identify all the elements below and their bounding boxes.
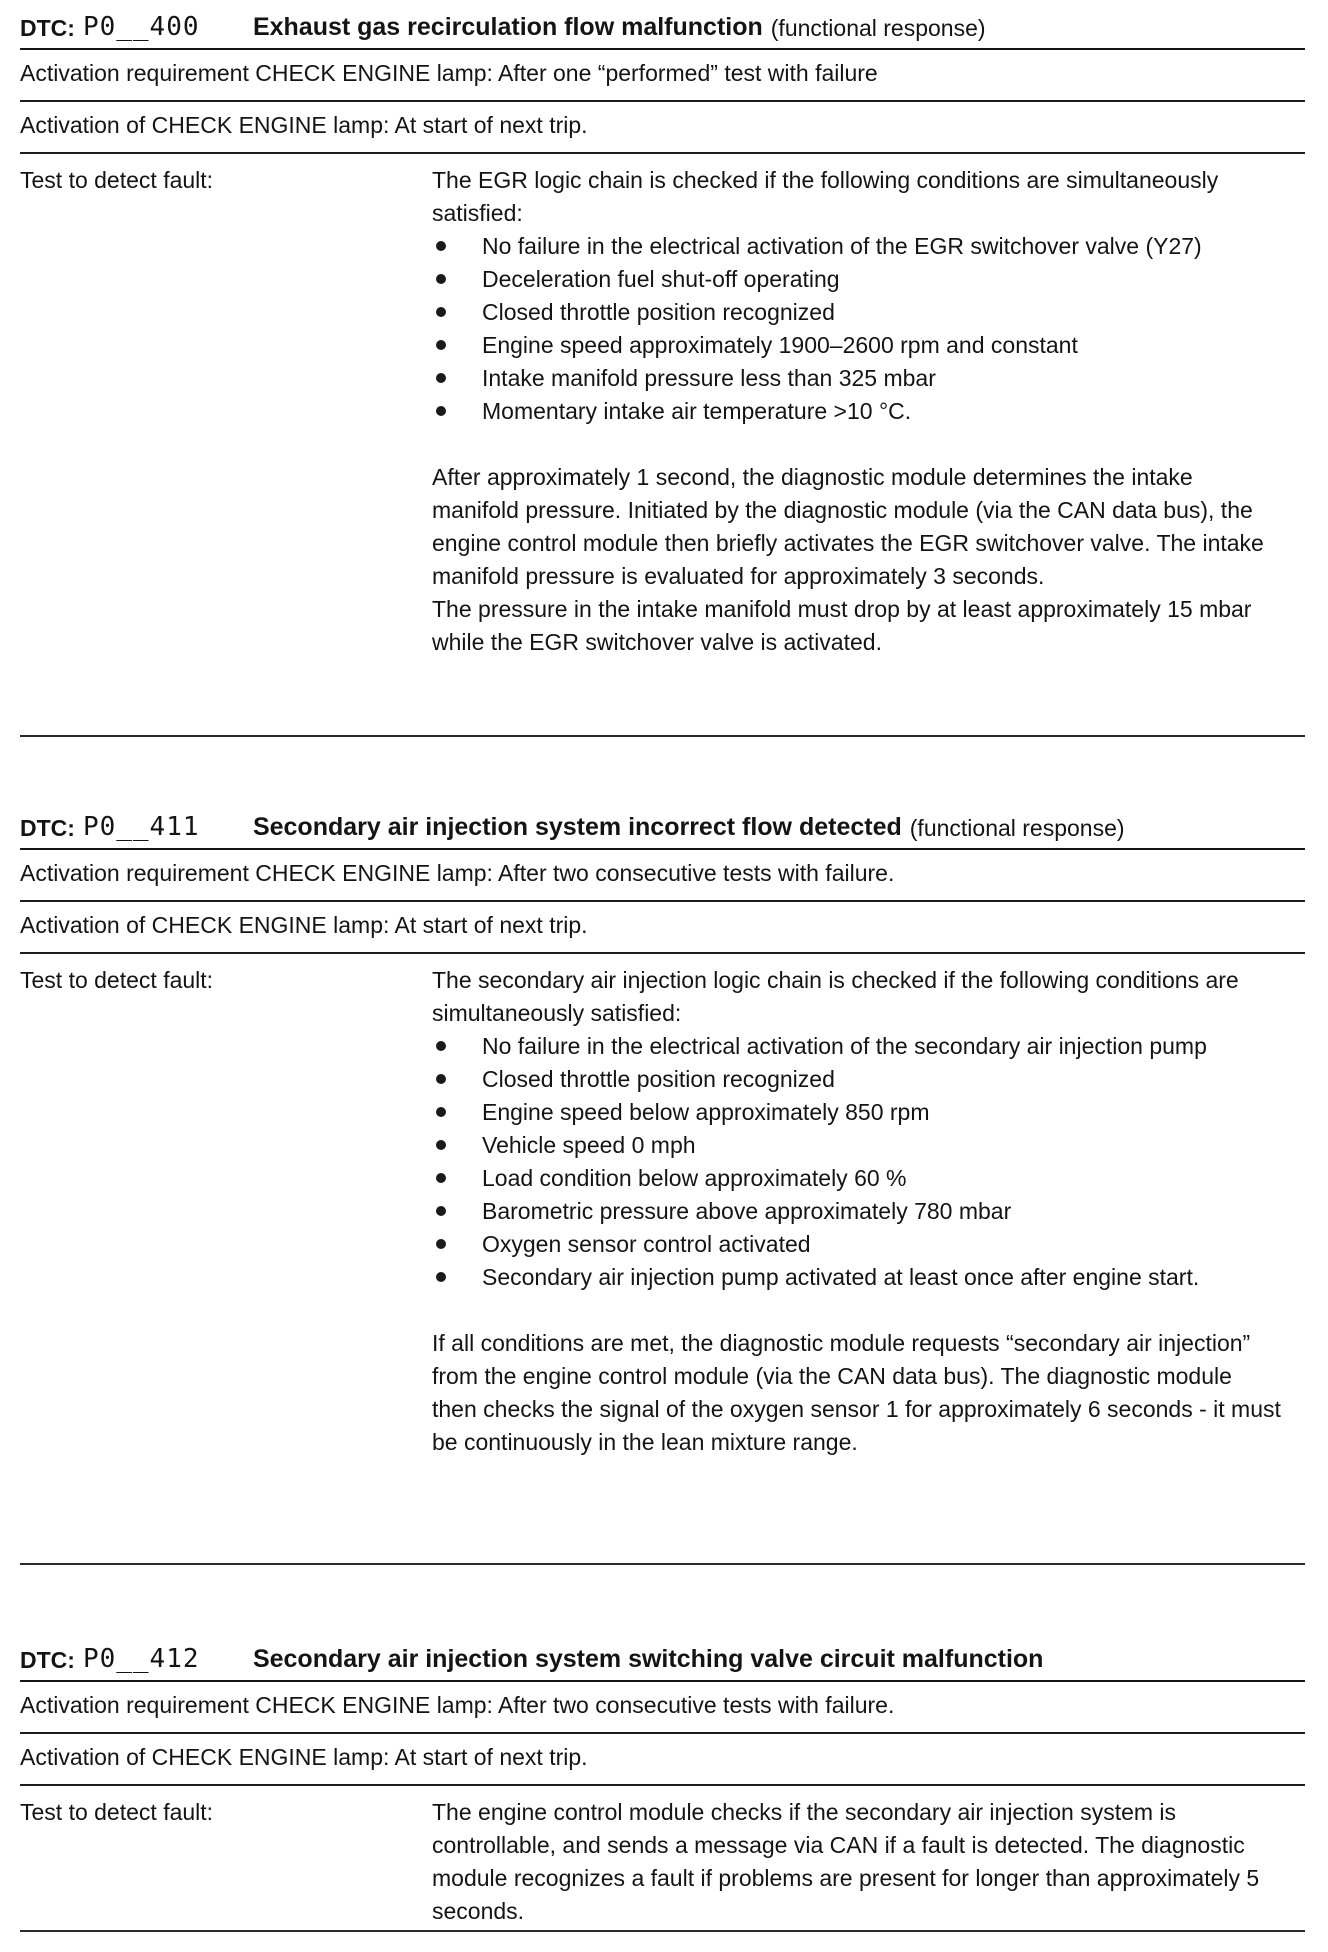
test-paragraph: The engine control module checks if the secondary air injection system is controllable, and sends a message via CAN if a fault is detected. The diagnostic module recognizes a fault if problems are present for longer than approximately 5 seconds. (432, 1799, 1260, 1924)
activation-requirement: Activation requirement CHECK ENGINE lamp: After two consecutive tests with failure. (20, 850, 1305, 902)
test-intro: The secondary air injection logic chain is checked if the following conditions are simultaneously satisfied: (432, 967, 1239, 1026)
test-intro: The EGR logic chain is checked if the following conditions are simultaneously satisfied: (432, 167, 1219, 226)
dtc-title: Secondary air injection system switching valve circuit malfunction (252, 1645, 1044, 1673)
condition-item: Intake manifold pressure less than 325 mbar (432, 362, 1282, 395)
dtc-section-p0412 (20, 1632, 1305, 1928)
activation-requirement: Activation requirement CHECK ENGINE lamp: After two consecutive tests with failure. (20, 1682, 1305, 1734)
dtc-header (20, 1632, 1305, 1682)
section-bottom-rule (20, 735, 1305, 737)
condition-item: No failure in the electrical activation of the EGR switchover valve (Y27) (432, 230, 1282, 263)
dtc-code: P0__412 (82, 1644, 200, 1674)
test-description (432, 164, 1282, 659)
condition-item: Vehicle speed 0 mph (432, 1129, 1282, 1162)
test-label: Test to detect fault: (20, 167, 214, 193)
dtc-prefix: DTC: (20, 1647, 75, 1673)
test-label: Test to detect fault: (20, 1799, 214, 1825)
condition-item: Oxygen sensor control activated (432, 1228, 1282, 1261)
condition-list (432, 1030, 1282, 1294)
condition-item: Closed throttle position recognized (432, 1063, 1282, 1096)
dtc-code: P0__411 (82, 812, 200, 842)
condition-item: Secondary air injection pump activated at least once after engine start. (432, 1261, 1282, 1294)
condition-item: Closed throttle position recognized (432, 296, 1282, 329)
condition-list (432, 230, 1282, 428)
test-description (432, 964, 1282, 1459)
condition-item: Load condition below approximately 60 % (432, 1162, 1282, 1195)
dtc-prefix: DTC: (20, 15, 75, 41)
activation-lamp: Activation of CHECK ENGINE lamp: At start of next trip. (20, 1734, 1305, 1786)
dtc-section-p0400 (20, 0, 1305, 659)
section-bottom-rule (20, 1930, 1305, 1932)
test-to-detect-fault (20, 154, 1305, 659)
condition-item: Deceleration fuel shut-off operating (432, 263, 1282, 296)
dtc-header (20, 800, 1305, 850)
condition-item: No failure in the electrical activation of the secondary air injection pump (432, 1030, 1282, 1063)
test-paragraph: After approximately 1 second, the diagnostic module determines the intake manifold pressure. Initiated by the diagnostic module (via the CAN data bus), the engine control module then briefly activates the EGR switchover valve. The intake manifold pressure is evaluated for approximately 3 seconds. (432, 464, 1264, 589)
dtc-prefix: DTC: (20, 815, 75, 841)
test-description (432, 1796, 1282, 1928)
condition-item: Engine speed below approximately 850 rpm (432, 1096, 1282, 1129)
test-paragraph: The pressure in the intake manifold must drop by at least approximately 15 mbar while the EGR switchover valve is activated. (432, 596, 1252, 655)
dtc-response-type: (functional response) (909, 815, 1125, 841)
test-paragraph: If all conditions are met, the diagnostic module requests “secondary air injection” from the engine control module (via the CAN data bus). The diagnostic module then checks the signal of the oxygen sensor 1 for approximately 6 seconds - it must be continuously in the lean mixture range. (432, 1330, 1281, 1455)
dtc-title: Secondary air injection system incorrect flow detected (252, 813, 902, 841)
test-to-detect-fault (20, 1786, 1305, 1928)
condition-item: Momentary intake air temperature >10 °C. (432, 395, 1282, 428)
condition-item: Barometric pressure above approximately 780 mbar (432, 1195, 1282, 1228)
section-bottom-rule (20, 1563, 1305, 1565)
activation-lamp: Activation of CHECK ENGINE lamp: At start of next trip. (20, 902, 1305, 954)
dtc-header (20, 0, 1305, 50)
activation-lamp: Activation of CHECK ENGINE lamp: At start of next trip. (20, 102, 1305, 154)
condition-item: Engine speed approximately 1900–2600 rpm and constant (432, 329, 1282, 362)
dtc-section-p0411 (20, 800, 1305, 1459)
dtc-code: P0__400 (82, 12, 200, 42)
activation-requirement: Activation requirement CHECK ENGINE lamp: After one “performed” test with failure (20, 50, 1305, 102)
test-label: Test to detect fault: (20, 967, 214, 993)
test-to-detect-fault (20, 954, 1305, 1459)
dtc-title: Exhaust gas recirculation flow malfunction (252, 13, 763, 41)
dtc-response-type: (functional response) (770, 15, 986, 41)
